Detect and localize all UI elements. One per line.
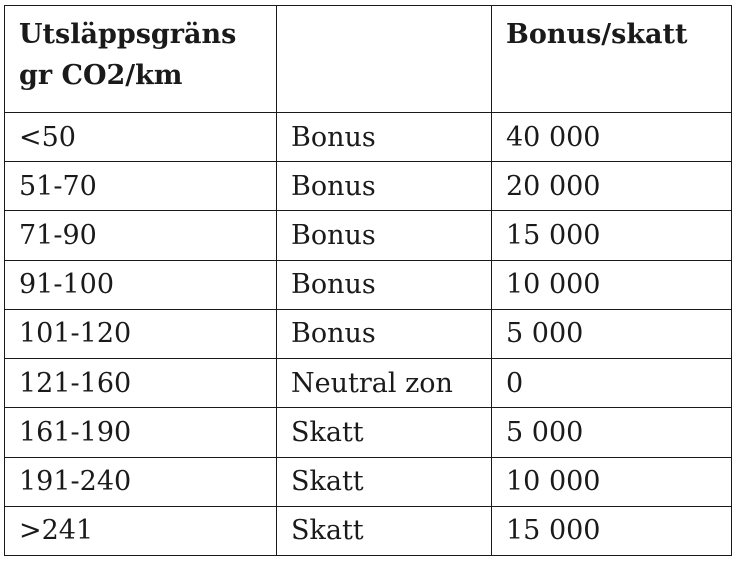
cell-limit: 101-120 bbox=[5, 309, 277, 358]
cell-limit: 51-70 bbox=[5, 162, 277, 211]
table-row bbox=[5, 211, 732, 260]
cell-amount: 20 000 bbox=[492, 162, 732, 211]
bonus-tax-table bbox=[4, 5, 732, 556]
cell-type: Neutral zon bbox=[277, 359, 492, 408]
table-header bbox=[5, 6, 732, 113]
cell-type: Bonus bbox=[277, 162, 492, 211]
cell-amount: 15 000 bbox=[492, 211, 732, 260]
header-row bbox=[5, 6, 732, 113]
table-row bbox=[5, 309, 732, 358]
table-row bbox=[5, 113, 732, 162]
cell-type: Skatt bbox=[277, 457, 492, 506]
cell-type: Bonus bbox=[277, 309, 492, 358]
table-row bbox=[5, 359, 732, 408]
table-body bbox=[5, 113, 732, 556]
cell-type: Bonus bbox=[277, 260, 492, 309]
cell-type: Bonus bbox=[277, 211, 492, 260]
cell-limit: 91-100 bbox=[5, 260, 277, 309]
table-row bbox=[5, 162, 732, 211]
table-row bbox=[5, 506, 732, 555]
header-emission-limit bbox=[5, 6, 277, 113]
cell-limit: 71-90 bbox=[5, 211, 277, 260]
cell-type: Skatt bbox=[277, 408, 492, 457]
header-bonus-tax: Bonus/skatt bbox=[492, 6, 732, 113]
cell-amount: 5 000 bbox=[492, 309, 732, 358]
table-row bbox=[5, 260, 732, 309]
cell-amount: 5 000 bbox=[492, 408, 732, 457]
cell-type: Skatt bbox=[277, 506, 492, 555]
header-emission-limit-line1: Utsläppsgräns bbox=[19, 19, 237, 50]
cell-amount: 10 000 bbox=[492, 457, 732, 506]
table-row bbox=[5, 457, 732, 506]
header-emission-limit-line2: gr CO2/km bbox=[19, 60, 183, 91]
cell-amount: 15 000 bbox=[492, 506, 732, 555]
table-row bbox=[5, 408, 732, 457]
cell-amount: 10 000 bbox=[492, 260, 732, 309]
cell-amount: 40 000 bbox=[492, 113, 732, 162]
header-type bbox=[277, 6, 492, 113]
cell-limit: 121-160 bbox=[5, 359, 277, 408]
cell-limit: 161-190 bbox=[5, 408, 277, 457]
cell-limit: <50 bbox=[5, 113, 277, 162]
cell-amount: 0 bbox=[492, 359, 732, 408]
cell-limit: 191-240 bbox=[5, 457, 277, 506]
cell-limit: >241 bbox=[5, 506, 277, 555]
cell-type: Bonus bbox=[277, 113, 492, 162]
